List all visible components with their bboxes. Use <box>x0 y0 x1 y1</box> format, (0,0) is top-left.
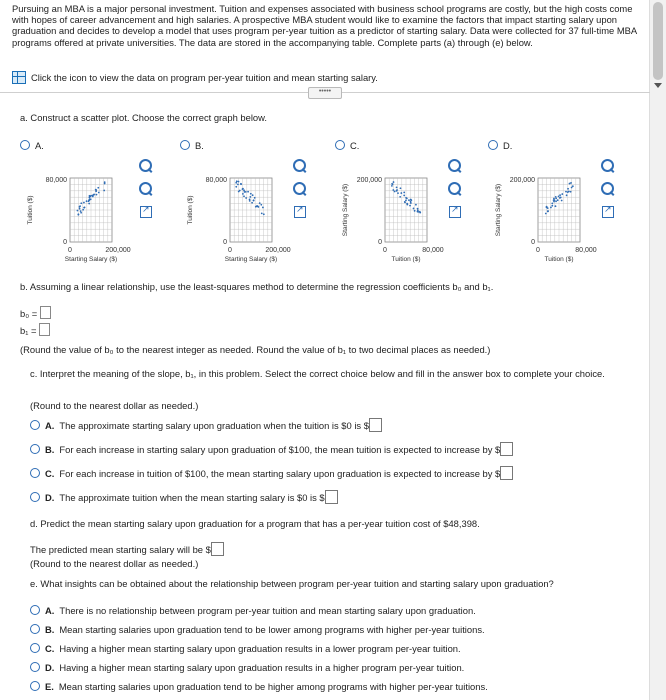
data-point <box>82 209 84 211</box>
data-point <box>89 198 91 200</box>
data-point <box>93 194 95 196</box>
data-point <box>97 187 99 189</box>
scatter-plot-d[interactable] <box>488 166 600 264</box>
data-point <box>88 203 90 205</box>
data-point <box>546 206 548 208</box>
data-point <box>555 196 557 198</box>
answer-input[interactable] <box>500 442 513 456</box>
data-point <box>414 210 416 212</box>
radio-button[interactable] <box>30 624 40 634</box>
data-point <box>243 189 245 191</box>
part-e-option-e[interactable]: E. Mean starting salaries upon graduation tend to be higher among programs with higher per-year tuitions. <box>30 681 488 693</box>
data-point <box>396 190 398 192</box>
data-link-text[interactable]: Click the icon to view the data on program per-year tuition and mean starting salary. <box>31 72 378 83</box>
zoom-in-icon[interactable] <box>138 158 153 173</box>
radio-button[interactable] <box>30 492 40 502</box>
x-axis-zero-tick: 0 <box>536 247 540 254</box>
part-d-prompt: d. Predict the mean starting salary upon graduation for a program that has a per-year tuition cost of $48,398. <box>30 518 480 529</box>
data-point <box>561 193 563 195</box>
data-point <box>245 197 247 199</box>
vertical-scrollbar[interactable] <box>649 0 666 700</box>
data-point <box>399 196 401 198</box>
part-e-option-b[interactable]: B. Mean starting salaries upon graduation tend to be lower among programs with higher per-year tuitions. <box>30 624 485 636</box>
part-e-prompt: e. What insights can be obtained about the relationship between program per-year tuition and starting salary upon graduation? <box>30 578 554 589</box>
data-point <box>572 185 574 187</box>
data-point <box>104 183 106 185</box>
data-point <box>252 194 254 196</box>
data-point <box>103 190 105 192</box>
x-axis-label: Starting Salary ($) <box>64 256 118 263</box>
data-point <box>261 213 263 215</box>
data-point <box>547 207 549 209</box>
data-point <box>86 200 88 202</box>
data-point <box>559 194 561 196</box>
plot-a-tools <box>138 158 160 227</box>
y-axis-top-tick: 200,000 <box>356 177 382 184</box>
data-point <box>408 199 410 201</box>
data-point <box>83 207 85 209</box>
open-new-window-icon[interactable] <box>292 204 307 219</box>
data-point <box>247 191 249 193</box>
radio-button[interactable] <box>30 662 40 672</box>
data-point <box>417 210 419 212</box>
part-a-prompt: a. Construct a scatter plot. Choose the correct graph below. <box>20 112 268 123</box>
y-axis-top-tick: 80,000 <box>205 177 227 184</box>
data-table-icon[interactable] <box>12 71 26 84</box>
data-point <box>79 208 81 210</box>
data-point <box>83 202 85 204</box>
data-point <box>391 183 393 185</box>
data-point <box>254 197 256 199</box>
data-point <box>235 182 237 184</box>
data-point <box>400 192 402 194</box>
data-point <box>77 214 79 216</box>
plot-b-tools <box>292 158 314 227</box>
data-point <box>243 195 245 197</box>
zoom-out-icon[interactable] <box>600 181 615 196</box>
data-point <box>553 201 555 203</box>
zoom-out-icon[interactable] <box>447 181 462 196</box>
radio-button[interactable] <box>20 140 30 150</box>
scatter-plot-c[interactable] <box>335 166 447 264</box>
option-c-radio[interactable]: C. <box>335 140 359 151</box>
data-point <box>237 184 239 186</box>
data-point <box>236 180 238 182</box>
data-point <box>415 204 417 206</box>
data-point <box>553 198 555 200</box>
data-point <box>554 205 556 207</box>
scroll-down-arrow-icon[interactable] <box>654 83 662 88</box>
radio-button[interactable] <box>30 643 40 653</box>
x-axis-max-tick: 200,000 <box>105 247 131 254</box>
data-point <box>419 211 421 213</box>
b1-input[interactable] <box>39 323 50 336</box>
radio-button[interactable] <box>335 140 345 150</box>
data-point <box>405 197 407 199</box>
part-b-note: (Round the value of b₀ to the nearest integer as needed. Round the value of b₁ to two decimal places as needed.) <box>20 344 491 355</box>
zoom-out-icon[interactable] <box>138 181 153 196</box>
b1-label: b₁ = <box>20 325 37 336</box>
data-point <box>240 183 242 185</box>
data-point <box>238 181 240 183</box>
zoom-in-icon[interactable] <box>600 158 615 173</box>
part-c-prompt: c. Interpret the meaning of the slope, b₁, in this problem. Select the correct choice below and fill in the answer box to complete your choice. <box>30 368 605 379</box>
data-point <box>98 192 100 194</box>
x-axis-label: Tuition ($) <box>544 256 574 263</box>
y-axis-zero-tick: 0 <box>531 239 535 246</box>
x-axis-zero-tick: 0 <box>228 247 232 254</box>
data-point <box>417 208 419 210</box>
data-point <box>79 205 81 207</box>
open-new-window-icon[interactable] <box>447 204 462 219</box>
data-point <box>551 202 553 204</box>
answer-input[interactable] <box>369 418 382 432</box>
data-point <box>393 181 395 183</box>
x-axis-max-tick: 80,000 <box>422 247 444 254</box>
data-point <box>257 205 259 207</box>
data-point <box>235 186 237 188</box>
answer-input[interactable] <box>500 466 513 480</box>
data-point <box>394 191 396 193</box>
problem-intro: Pursuing an MBA is a major personal investment. Tuition and expenses associated with business school programs are costly, but the high costs come with hopes of career advancement and high salaries. A prospective MBA student would like to examine the factors that impact starting salary upon graduation and decides to develop a model that uses program per-year tuition as a predictor of starting salary. Data were collected for 37 full-time MBA programs offered at private universities. The data are stored in the accompanying table. Complete parts (a) through (e) below. <box>12 3 637 48</box>
option-d-radio[interactable]: D. <box>488 140 512 151</box>
data-point <box>243 191 245 193</box>
radio-button[interactable] <box>30 681 40 691</box>
predicted-salary-input[interactable] <box>211 542 224 556</box>
data-point <box>263 213 265 215</box>
y-axis-zero-tick: 0 <box>223 239 227 246</box>
data-point <box>391 185 393 187</box>
data-point <box>569 183 571 185</box>
data-point <box>249 198 251 200</box>
data-point <box>96 194 98 196</box>
data-point <box>571 187 573 189</box>
data-point <box>555 200 557 202</box>
open-new-window-icon[interactable] <box>600 204 615 219</box>
radio-button[interactable] <box>30 444 40 454</box>
data-point <box>410 199 412 201</box>
part-d-answer-row: The predicted mean starting salary will be $ <box>30 542 224 556</box>
y-axis-top-tick: 200,000 <box>509 177 535 184</box>
data-point <box>396 187 398 189</box>
answer-input[interactable] <box>325 490 338 504</box>
data-point <box>567 188 569 190</box>
part-b-prompt: b. Assuming a linear relationship, use the least-squares method to determine the regression coefficients b₀ and b₁. <box>20 281 494 292</box>
zoom-in-icon[interactable] <box>292 158 307 173</box>
data-point <box>92 194 94 196</box>
y-axis-zero-tick: 0 <box>378 239 382 246</box>
plot-c-tools <box>447 158 469 227</box>
data-point <box>253 200 255 202</box>
data-point <box>406 204 408 206</box>
data-point <box>80 202 82 204</box>
data-point <box>259 202 261 204</box>
data-point <box>557 199 559 201</box>
data-point <box>392 189 394 191</box>
y-axis-label: Tuition ($) <box>187 195 194 225</box>
data-point <box>251 202 253 204</box>
part-d-note: (Round to the nearest dollar as needed.) <box>30 558 199 569</box>
data-point <box>559 197 561 199</box>
b1-row <box>20 323 50 337</box>
x-axis-label: Tuition ($) <box>391 256 421 263</box>
x-axis-zero-tick: 0 <box>68 247 72 254</box>
plot-d-tools <box>600 158 622 227</box>
data-point <box>561 200 563 202</box>
data-point <box>551 205 553 207</box>
data-point <box>249 196 251 198</box>
data-point <box>550 207 552 209</box>
y-axis-label: Starting Salary ($) <box>495 183 502 237</box>
y-axis-top-tick: 80,000 <box>45 177 67 184</box>
b0-input[interactable] <box>40 306 51 319</box>
data-point <box>545 213 547 215</box>
data-point <box>565 191 567 193</box>
option-a-radio[interactable]: A. <box>20 140 44 151</box>
data-table-link[interactable] <box>12 71 378 84</box>
data-point <box>404 201 406 203</box>
part-c-note: (Round to the nearest dollar as needed.) <box>30 400 199 411</box>
b0-label: b₀ = <box>20 308 38 319</box>
data-point <box>242 188 244 190</box>
y-axis-zero-tick: 0 <box>63 239 67 246</box>
scatter-plot-a[interactable] <box>20 166 132 264</box>
x-axis-label: Starting Salary ($) <box>224 256 278 263</box>
data-point <box>547 210 549 212</box>
zoom-out-icon[interactable] <box>292 181 307 196</box>
part-c-option-c[interactable]: C. For each increase in tuition of $100, the mean starting salary upon graduation is expected to increase by $ <box>30 466 513 480</box>
option-b-radio[interactable]: B. <box>180 140 204 151</box>
x-axis-max-tick: 80,000 <box>575 247 597 254</box>
data-point <box>400 187 402 189</box>
scrollbar-thumb[interactable] <box>653 2 663 80</box>
data-point <box>403 195 405 197</box>
more-button[interactable]: ••••• <box>308 87 342 99</box>
data-point <box>568 191 570 193</box>
data-point <box>95 190 97 192</box>
data-point <box>242 193 244 195</box>
data-point <box>80 212 82 214</box>
b0-row <box>20 306 51 320</box>
data-point <box>570 191 572 193</box>
part-c-option-b[interactable]: B. For each increase in starting salary upon graduation of $100, the mean tuition is expected to increase by $ <box>30 442 513 456</box>
data-point <box>405 199 407 201</box>
data-point <box>413 208 415 210</box>
scatter-plot-b[interactable] <box>180 166 292 264</box>
y-axis-label: Starting Salary ($) <box>342 183 349 237</box>
part-e-option-a[interactable]: A. There is no relationship between program per-year tuition and mean starting salary upon graduation. <box>30 605 476 617</box>
data-point <box>262 207 264 209</box>
x-axis-zero-tick: 0 <box>383 247 387 254</box>
radio-button[interactable] <box>180 140 190 150</box>
radio-button[interactable] <box>30 468 40 478</box>
data-point <box>403 192 405 194</box>
data-point <box>260 204 262 206</box>
data-point <box>250 193 252 195</box>
data-point <box>409 205 411 207</box>
data-point <box>89 195 91 197</box>
data-point <box>558 195 560 197</box>
data-point <box>77 210 79 212</box>
radio-button[interactable] <box>30 420 40 430</box>
zoom-in-icon[interactable] <box>447 158 462 173</box>
data-point <box>397 192 399 194</box>
part-e-option-d[interactable]: D. Having a higher mean starting salary upon graduation results in a higher program per-year tuition. <box>30 662 464 674</box>
part-e-option-c[interactable]: C. Having a higher mean starting salary upon graduation results in a lower program per-year tuition. <box>30 643 461 655</box>
data-point <box>239 190 241 192</box>
radio-button[interactable] <box>30 605 40 615</box>
data-point <box>80 210 82 212</box>
open-new-window-icon[interactable] <box>138 204 153 219</box>
part-c-option-a[interactable]: A. The approximate starting salary upon graduation when the tuition is $0 is $ <box>30 418 382 432</box>
data-point <box>255 206 257 208</box>
y-axis-label: Tuition ($) <box>27 195 34 225</box>
data-point <box>566 194 568 196</box>
part-c-option-d[interactable]: D. The approximate tuition when the mean starting salary is $0 is $ <box>30 490 338 504</box>
x-axis-max-tick: 200,000 <box>265 247 291 254</box>
radio-button[interactable] <box>488 140 498 150</box>
